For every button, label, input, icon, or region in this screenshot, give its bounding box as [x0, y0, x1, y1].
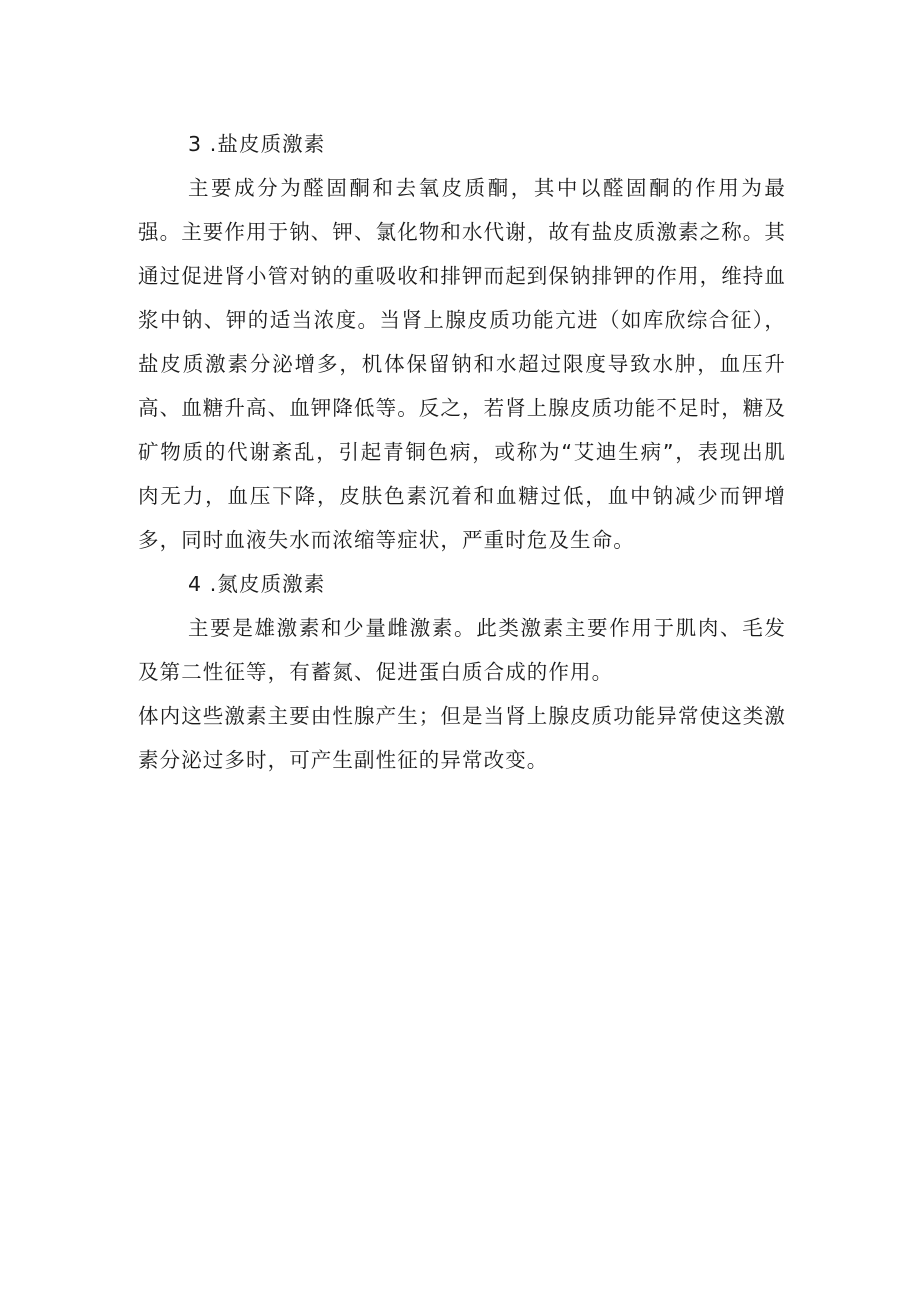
paragraph-gonad-hormones: 体内这些激素主要由性腺产生；但是当肾上腺皮质功能异常使这类激素分泌过多时，可产生副性征的异常改变。: [138, 704, 786, 772]
paragraph-mineralocorticoid: 主要成分为醛固酮和去氧皮质酮，其中以醛固酮的作用为最强。主要作用于钠、钾、氯化物和水代谢，故有盐皮质激素之称。其通过促进肾小管对钠的重吸收和排钾而起到保钠排钾的作用，维持血浆中钠、钾的适当浓度。当肾上腺皮质功能亢进（如库欣综合征），盐皮质激素分泌增多，机体保留钠和水超过限度导致水肿，血压升高、血糖升高、血钾降低等。反之，若肾上腺皮质功能不足时，糖及矿物质的代谢紊乱，引起青铜色病，或称为“艾迪生病”，表现出肌肉无力，血压下降，皮肤色素沉着和血糖过低，血中钠减少而钾增多，同时血液失水而浓缩等症状，严重时危及生命。: [138, 176, 786, 552]
paragraph-nitrogen-corticoid: 主要是雄激素和少量雌激素。此类激素主要作用于肌肉、毛发及第二性征等，有蓄氮、促进蛋白质合成的作用。: [138, 616, 786, 684]
section-heading-mineralocorticoid: 3 .盐皮质激素: [188, 132, 326, 156]
section-heading-nitrogen-corticoid: 4 .氮皮质激素: [188, 572, 326, 596]
document-body: [138, 122, 786, 782]
